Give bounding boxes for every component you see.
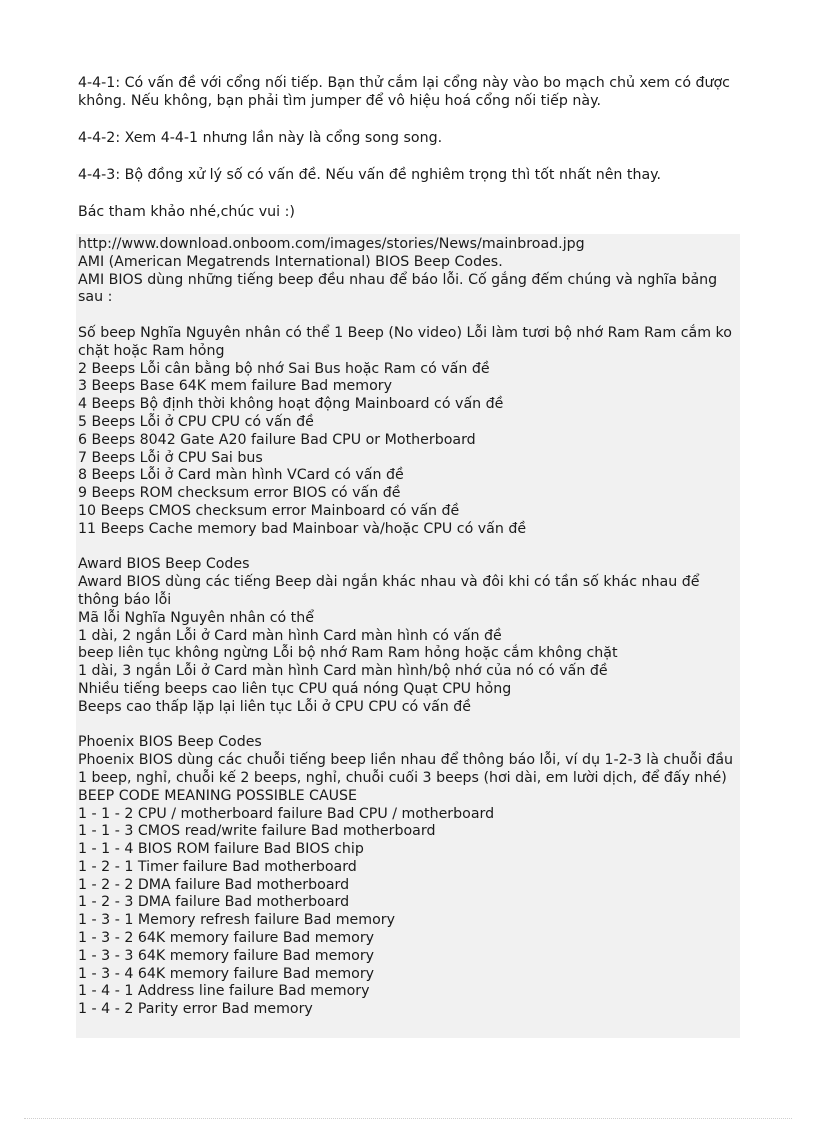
ami-code-row: 7 Beeps Lỗi ở CPU Sai bus xyxy=(78,449,263,466)
ami-code-row: 10 Beeps CMOS checksum error Mainboard có vấn đề xyxy=(78,502,460,519)
spacer xyxy=(78,717,740,735)
ami-code-row: Số beep Nghĩa Nguyên nhân có thể 1 Beep (No video) Lỗi làm tươi bộ nhớ Ram Ram cắm ko chặt hoặc Ram hỏng xyxy=(78,324,732,359)
quoted-block xyxy=(76,234,740,1038)
phoenix-code-row: 1 - 4 - 2 Parity error Bad memory xyxy=(78,1001,313,1018)
ami-description: AMI BIOS dùng những tiếng beep đều nhau để báo lỗi. Cố gắng đếm chúng và nghĩa bảng sau : xyxy=(78,271,718,306)
ami-code-row: 9 Beeps ROM checksum error BIOS có vấn đề xyxy=(78,485,401,502)
ami-code-row: 11 Beeps Cache memory bad Mainboar và/hoặc CPU có vấn đề xyxy=(78,520,527,537)
phoenix-code-row: 1 - 4 - 1 Address line failure Bad memory xyxy=(78,983,370,1000)
paragraph-4-4-1: 4-4-1: Có vấn đề với cổng nối tiếp. Bạn thử cắm lại cổng này vào bo mạch chủ xem có được không. Nếu không, bạn phải tìm jumper để vô hiệu hoá cổng nối tiếp này. xyxy=(78,75,730,109)
award-code-row: Nhiều tiếng beeps cao liên tục CPU quá nóng Quạt CPU hỏng xyxy=(78,680,512,697)
phoenix-code-row: 1 - 2 - 2 DMA failure Bad motherboard xyxy=(78,876,350,893)
phoenix-description: Phoenix BIOS dùng các chuỗi tiếng beep liền nhau để thông báo lỗi, ví dụ 1-2-3 là chuỗi đầu 1 beep, nghỉ, chuỗi kế 2 beeps, nghỉ, chuỗi cuối 3 beeps (hơi dài, em lười dịch, để đấy nhé) xyxy=(78,752,734,786)
award-description: Award BIOS dùng các tiếng Beep dài ngắn khác nhau và đôi khi có tần số khác nhau để thông báo lỗi xyxy=(78,574,700,608)
award-code-row: 1 dài, 2 ngắn Lỗi ở Card màn hình Card màn hình có vấn đề xyxy=(78,627,502,644)
award-code-row: beep liên tục không ngừng Lỗi bộ nhớ Ram Ram hỏng hoặc cắm không chặt xyxy=(78,645,618,662)
award-code-row: 1 dài, 3 ngắn Lỗi ở Card màn hình Card màn hình/bộ nhớ của nó có vấn đề xyxy=(78,663,608,680)
page-bottom-rule xyxy=(24,1118,792,1119)
paragraph-4-4-2: 4-4-2: Xem 4-4-1 nhưng lần này là cổng song song. xyxy=(78,130,443,146)
phoenix-code-row: 1 - 1 - 3 CMOS read/write failure Bad motherboard xyxy=(78,823,436,840)
spacer xyxy=(78,539,740,557)
award-code-row: Beeps cao thấp lặp lại liên tục Lỗi ở CPU CPU có vấn đề xyxy=(78,698,472,715)
phoenix-code-row: 1 - 3 - 4 64K memory failure Bad memory xyxy=(78,965,375,982)
phoenix-code-row: 1 - 1 - 4 BIOS ROM failure Bad BIOS chip xyxy=(78,841,364,858)
ami-code-row: 5 Beeps Lỗi ở CPU CPU có vấn đề xyxy=(78,413,314,430)
ami-code-row: 6 Beeps 8042 Gate A20 failure Bad CPU or Motherboard xyxy=(78,431,476,448)
award-table-header: Mã lỗi Nghĩa Nguyên nhân có thể xyxy=(78,609,314,626)
phoenix-heading: Phoenix BIOS Beep Codes xyxy=(78,734,262,751)
ami-code-row: 4 Beeps Bộ định thời không hoạt động Mainboard có vấn đề xyxy=(78,396,504,413)
image-url: http://www.download.onboom.com/images/stories/News/mainbroad.jpg xyxy=(78,236,585,252)
phoenix-code-row: 1 - 3 - 2 64K memory failure Bad memory xyxy=(78,930,375,947)
ami-heading: AMI (American Megatrends International) BIOS Beep Codes. xyxy=(78,253,503,270)
spacer xyxy=(78,307,740,325)
award-heading: Award BIOS Beep Codes xyxy=(78,556,250,573)
phoenix-code-row: 1 - 3 - 1 Memory refresh failure Bad memory xyxy=(78,912,396,929)
ami-code-row: 2 Beeps Lỗi cân bằng bộ nhớ Sai Bus hoặc Ram có vấn đề xyxy=(78,360,490,377)
phoenix-code-row: 1 - 3 - 3 64K memory failure Bad memory xyxy=(78,947,375,964)
phoenix-code-row: 1 - 2 - 1 Timer failure Bad motherboard xyxy=(78,858,357,875)
phoenix-code-row: 1 - 1 - 2 CPU / motherboard failure Bad CPU / motherboard xyxy=(78,805,495,822)
closing-note: Bác tham khảo nhé,chúc vui :) xyxy=(78,204,295,220)
paragraph-4-4-3: 4-4-3: Bộ đồng xử lý số có vấn đề. Nếu vấn đề nghiêm trọng thì tốt nhất nên thay. xyxy=(78,167,662,183)
intro-section xyxy=(78,74,748,240)
ami-code-row: 3 Beeps Base 64K mem failure Bad memory xyxy=(78,378,392,395)
phoenix-table-header: BEEP CODE MEANING POSSIBLE CAUSE xyxy=(78,787,358,804)
ami-code-row: 8 Beeps Lỗi ở Card màn hình VCard có vấn đề xyxy=(78,467,404,484)
phoenix-code-row: 1 - 2 - 3 DMA failure Bad motherboard xyxy=(78,894,350,911)
